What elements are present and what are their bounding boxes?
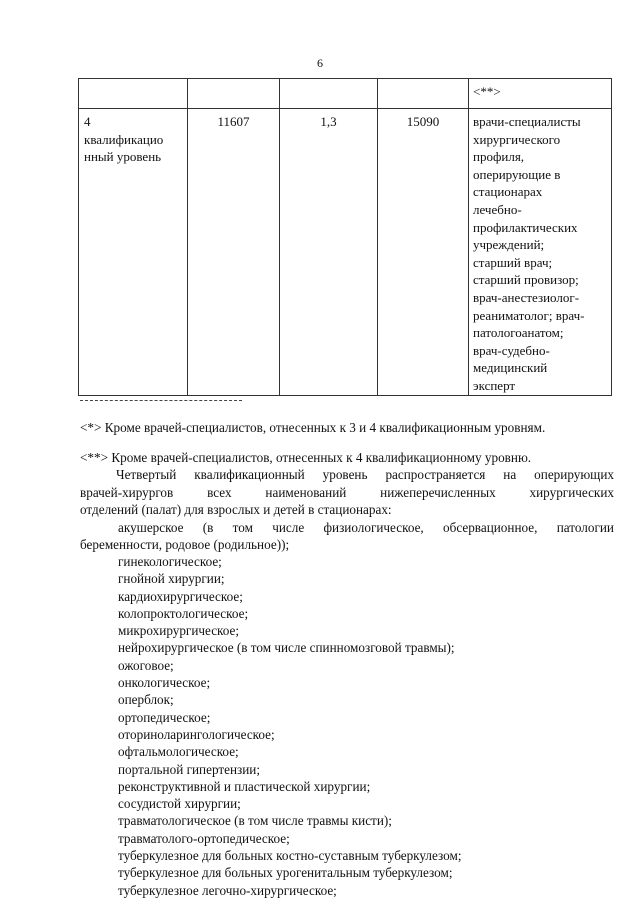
level-number: 4 [84,114,91,129]
department-list [118,553,462,899]
list-item: сосудистой хирургии; [118,796,241,812]
list-item: ортопедическое; [118,709,211,725]
position-line: врач-анестезиолог- [473,289,580,305]
table-row-header [79,79,612,109]
footnote-divider [80,400,242,401]
qualification-table [78,78,612,396]
list-item: травматологическое (в том числе травмы кисти); [118,813,392,829]
position-line: профиля, [473,149,525,165]
list-item: реконструктивной и пластической хирургии; [118,778,371,794]
position-line: лечебно- [473,201,522,217]
list-item: туберкулезное для больных костно-суставным туберкулезом; [118,848,462,864]
list-item: онкологическое; [118,675,211,691]
list-item: колопроктологическое; [118,605,249,621]
table-row [79,109,612,396]
list-item: нейрохирургическое (в том числе спинномозговой травмы); [118,640,455,656]
list-item: микрохирургическое; [118,623,240,639]
list-item: офтальмологическое; [118,744,239,760]
level-text: нный уровень [84,149,162,165]
list-item: ожоговое; [118,657,174,673]
list-item: оперблок; [118,692,174,708]
footnote-text: <*> Кроме врачей-специалистов, отнесенных к 3 и 4 квалификационным уровням. [80,420,546,435]
salary-cell: 11607 [188,109,280,396]
list-item: туберкулезное для больных урогенитальным туберкулезом; [118,865,453,881]
qualification-level-cell [79,109,188,396]
table-cell [79,79,188,109]
position-line: реаниматолог; врач- [473,307,585,323]
coefficient-cell: 1,3 [280,109,378,396]
table-cell [378,79,469,109]
table-cell [188,79,280,109]
positions-cell [469,109,612,396]
position-line: старший провизор; [473,272,579,288]
list-item: кардиохирургическое; [118,588,243,604]
table-cell [280,79,378,109]
position-line: хирургического [473,131,561,147]
list-item: гнойной хирургии; [118,571,225,587]
position-line: профилактических [473,219,578,235]
position-line: оперирующие в [473,166,561,182]
position-line: патологоанатом; [473,325,564,341]
list-item-first: акушерское (в том числе физиологическое, обсервационное, патологии [118,519,614,535]
table-cell-footnote-marker: <**> [469,79,612,109]
position-line: эксперт [473,377,516,393]
footnote-1 [80,419,614,436]
list-item: портальной гипертензии; [118,761,261,777]
footnote-2 [80,449,614,553]
level-text: квалификацио [84,131,164,147]
position-line: врачи-специалисты [473,114,581,129]
page-number: 6 [317,56,323,70]
paragraph-line: отделений (палат) для взрослых и детей в стационарах: [80,502,392,518]
list-item: туберкулезное легочно-хирургическое; [118,882,337,898]
paragraph-line: Четвертый квалификационный уровень распространяется на оперирующих [116,467,614,483]
footnote-text: <**> Кроме врачей-специалистов, отнесенных к 4 квалификационному уровню. [80,450,532,465]
position-line: медицинский [473,360,548,376]
list-item-first-cont: беременности, родовое (родильное)); [80,537,290,553]
position-line: старший врач; [473,254,553,270]
position-line: учреждений; [473,237,545,253]
paragraph-line: врачей-хирургов всех наименований нижеперечисленных хирургических [80,484,614,500]
list-item: травматолого-ортопедическое; [118,830,290,846]
total-cell: 15090 [378,109,469,396]
list-item: оториноларингологическое; [118,726,275,742]
list-item: гинекологическое; [118,554,222,569]
position-line: стационарах [473,184,543,200]
position-line: врач-судебно- [473,342,550,358]
